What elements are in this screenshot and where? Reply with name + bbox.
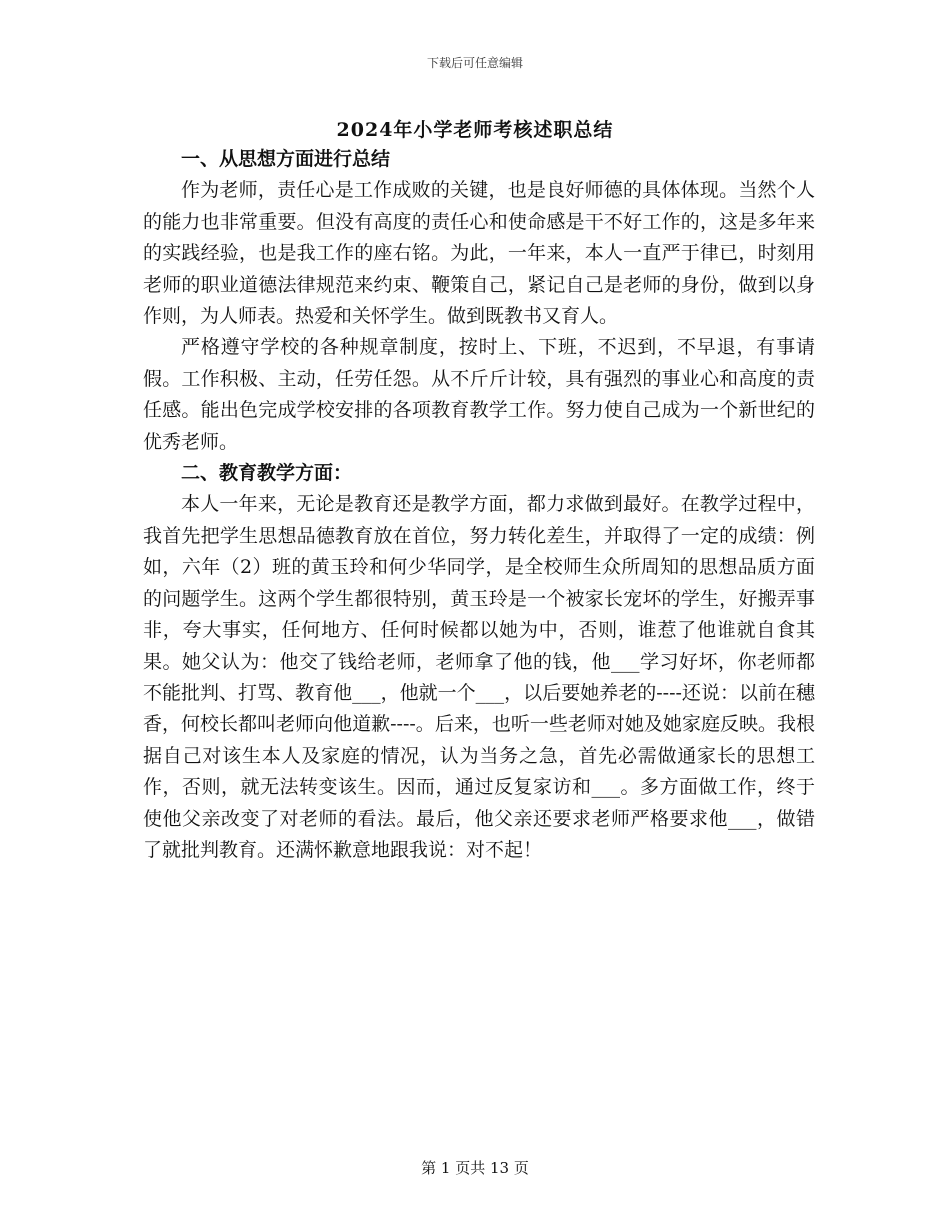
section-heading: 二、教育教学方面：: [181, 462, 353, 485]
header-note: 下载后可任意编辑: [426, 56, 523, 70]
paragraph: 严格遵守学校的各种规章制度，按时上、下班，不迟到，不早退，有事请假。工作积极、主动，任劳任怨。从不斤斤计较，具有强烈的事业心和高度的责任感。能出色完成学校安排的各项教育教学工作。努力使自己成为一个新世纪的优秀老师。: [143, 336, 815, 453]
page-footer: 第 1 页共 13 页: [421, 1159, 529, 1177]
section-heading: 一、从思想方面进行总结: [181, 148, 391, 170]
paragraph: 作为老师，责任心是工作成败的关键，也是良好师德的具体体现。当然个人的能力也非常重要。但没有高度的责任心和使命感是干不好工作的，这是多年来的实践经验，也是我工作的座右铭。为此，一年来，本人一直严于律已，时刻用老师的职业道德法律规范来约束、鞭策自己，紧记自己是老师的身份，做到以身作则，为人师表。热爱和关怀学生。做到既教书又育人。: [143, 179, 815, 328]
document-title: 2024年小学老师考核述职总结: [336, 119, 614, 141]
document-body: [143, 144, 815, 866]
paragraph: 本人一年来，无论是教育还是教学方面，都力求做到最好。在教学过程中，我首先把学生思想品德教育放在首位，努力转化差生，并取得了一定的成绩：例如，六年（2）班的黄玉玲和何少华同学，是全校师生众所周知的思想品质方面的问题学生。这两个学生都很特别，黄玉玲是一个被家长宠坏的学生，好搬弄事非，夸大事实，任何地方、任何时候都以她为中，否则，谁惹了他谁就自食其果。她父认为：他交了钱给老师，老师拿了他的钱，他___学习好坏，你老师都不能批判、打骂、教育他___，他就一个___，以后要她养老的----还说：以前在穗香，何校长都叫老师向他道歉----。后来，也听一些老师对她及她家庭反映。我根据自己对该生本人及家庭的情况，认为当务之急，首先必需做通家长的思想工作，否则，就无法转变该生。因而，通过反复家访和___。多方面做工作，终于使他父亲改变了对老师的看法。最后，他父亲还要求老师严格要求他___，做错了就批判教育。还满怀歉意地跟我说：对不起！: [143, 493, 815, 861]
